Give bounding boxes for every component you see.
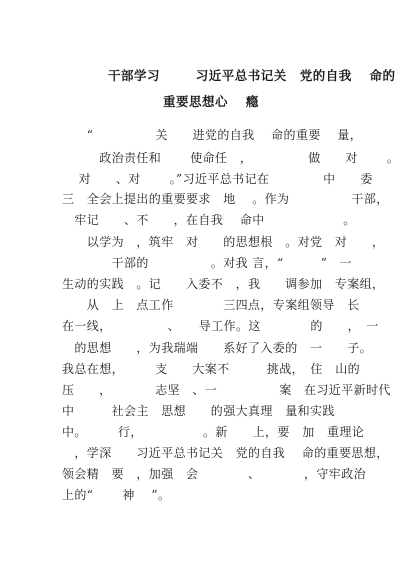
paragraph-line: 在一线， 、 导工作。这 的 ， 一 (62, 319, 379, 333)
paragraph-line: 干部的 。对我 言，“ ” 一 (62, 256, 353, 270)
paragraph-line: 上的“ 神 ”。 (62, 488, 171, 502)
paragraph-line: 压 ， 志坚 、一 案 在习近平新时代 (62, 383, 391, 397)
paragraph-line: 我总在想， 支 大案不 挑战， 住 山的 (62, 362, 361, 376)
paragraph-line: “ 关 进党的自我 命的重要 量， (62, 128, 363, 142)
paragraph-line: 三 全会上提出的重要要求 地 。作为 干部， (62, 192, 389, 206)
paragraph-line: 以学为 ，筑牢 对 的思想根 。对党 对 ， (62, 235, 385, 249)
paragraph-line: ，学深 习近平总书记关 党的自我 命的重要思想， (62, 446, 389, 460)
paragraph-line: 政治责任和 使命任 ， 做 对 。 (62, 151, 400, 165)
paragraph-line: 对 、对 。”习近平总书记在 中 委 (62, 172, 373, 186)
paragraph-line: 领会精 要 ，加强 会 、 ，守牢政治 (62, 467, 367, 481)
paragraph-line: 从 上 点工作 三四点，专案组领导 长 (62, 298, 360, 312)
document-title-line-1: 干部学习 习近平总书记关 党的自我 命的 (108, 68, 396, 83)
paragraph-line: 牢记 、不 ，在自我 命中 。 (62, 213, 356, 227)
paragraph-line: 的思想 ，为我瑞端 系好了入委的 一 子。 (62, 341, 373, 355)
document-title-line-2: 重要思想心 瘾 (163, 94, 259, 109)
paragraph-line: 中 社会主 思想 的强大真理 量和实践 (62, 404, 335, 418)
paragraph-line: 生动的实践 。记 入委不 ，我 调参加 专案组， (62, 277, 385, 291)
paragraph-line: 中。 行， 。新 上，要 加 重理论 (62, 425, 365, 439)
